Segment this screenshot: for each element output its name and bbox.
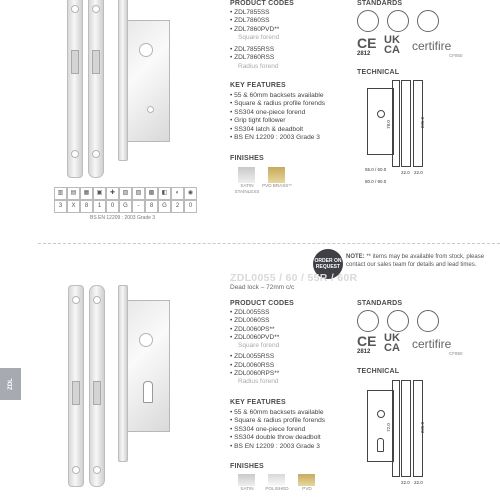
- grade-value: 1: [93, 200, 106, 213]
- dim-label: 55.0 / 60.0: [365, 167, 387, 172]
- product2-codes: • ZDL0055SS • ZDL0060SS • ZDL0060PS** • ZDL0060PVD** Square forend • ZDL0055RSS • ZDL0060RSS • ZDL0060RPS** Radius forend: [230, 309, 280, 386]
- feature-item: • BS EN 12209 : 2003 Grade 3: [230, 443, 325, 451]
- badge-line: REQUEST: [315, 264, 341, 270]
- code-item: ZDL7855SS: [234, 9, 270, 16]
- ukca-line1: UK: [384, 332, 400, 344]
- finish-swatch: [268, 474, 285, 486]
- code-note: Radius forend: [238, 378, 279, 386]
- product2-standards-heading: STANDARDS: [357, 300, 403, 307]
- dim-label: 78.0: [385, 120, 391, 129]
- feature-item: • Square & radius profile forends: [230, 100, 325, 108]
- grade-value: 8: [80, 200, 93, 213]
- grade-value: 3: [54, 200, 67, 213]
- badge-line: ORDER ON: [314, 258, 342, 264]
- finish-satin: [232, 167, 262, 194]
- kitemark-icon: [357, 10, 379, 32]
- grade-value: X: [67, 200, 80, 213]
- forend-radius: [89, 285, 105, 487]
- product1-finishes-heading: FINISHES: [230, 155, 264, 162]
- ce-mark: CE: [357, 35, 377, 51]
- grade-icon-category: ▥: [54, 187, 67, 200]
- grade-icons-row: [54, 187, 197, 200]
- dim-label: 235.0: [420, 421, 426, 434]
- note-label: NOTE:: [346, 254, 365, 260]
- product2-technical-heading: TECHNICAL: [357, 368, 400, 375]
- lock-case: [124, 20, 170, 142]
- code-item: ZDL0060SS: [234, 317, 270, 325]
- feature-item: • SS304 latch & deadbolt: [230, 126, 325, 134]
- code-item: ZDL0060PVD**: [234, 333, 280, 341]
- grade-caption: BS EN 12209 : 2003 Grade 3: [90, 215, 156, 221]
- ce-number: 2812: [357, 51, 371, 57]
- product1-technical-heading: TECHNICAL: [357, 69, 400, 76]
- stock-note: [346, 254, 486, 269]
- ce-mark: CE: [357, 333, 377, 349]
- grade-value: 8: [145, 200, 158, 213]
- product2-features: [230, 409, 325, 451]
- standards-logos: [357, 310, 467, 365]
- code-item: ZDL7860RSS: [234, 54, 275, 62]
- finish-label: PVD BRASS**: [262, 183, 292, 188]
- feature-item: • 55 & 60mm backsets available: [230, 409, 325, 417]
- code-item: ZDL0060PS**: [234, 325, 275, 333]
- dim-label: 235.0: [420, 116, 426, 129]
- kitemark-icon: [417, 310, 439, 332]
- finish-label: SATIN: [240, 486, 254, 491]
- finish-satin: [232, 474, 262, 492]
- code-item: ZDL0060RSS: [234, 361, 275, 369]
- grade-icon-safety: ✚: [106, 187, 119, 200]
- product2-image: [60, 285, 175, 495]
- code-note: Radius forend: [238, 62, 279, 70]
- feature-item: • BS EN 12209 : 2003 Grade 3: [230, 134, 325, 142]
- grade-value: 0: [184, 200, 197, 213]
- code-item: ZDL0060RPS**: [234, 370, 280, 378]
- product2-codes-heading: PRODUCT CODES: [230, 300, 295, 307]
- grade-icon-key: ▩: [145, 187, 158, 200]
- forend-square: [67, 0, 83, 178]
- finish-swatch: [298, 474, 315, 486]
- product2-finishes-heading: FINISHES: [230, 463, 264, 470]
- forend-radius: [88, 0, 104, 178]
- product2-features-heading: KEY FEATURES: [230, 399, 286, 406]
- finish-label: POLISHED: [265, 486, 289, 491]
- kitemark-icon: [387, 310, 409, 332]
- feature-item: • SS304 one-piece forend: [230, 109, 325, 117]
- grade-icon-lock: ◧: [158, 187, 171, 200]
- grade-value: -: [132, 200, 145, 213]
- lock-case: [124, 300, 170, 432]
- grade-icon-durability: ▤: [67, 187, 80, 200]
- note-text: ** items may be available from stock, please contact our sales team for details and lead times.: [346, 254, 485, 268]
- dim-label: 80.0 / 90.0: [365, 179, 387, 184]
- code-note: Square forend: [238, 342, 280, 350]
- dim-label: 22.0: [414, 480, 423, 485]
- sidebar-tab[interactable]: [0, 368, 21, 400]
- finish-label: PVD: [302, 486, 312, 491]
- grade-value: 2: [171, 200, 184, 213]
- kitemark-icon: [357, 310, 379, 332]
- sidebar-tab-label: ZDL: [7, 378, 14, 390]
- product1-features: [230, 92, 325, 142]
- ukca-line1: UK: [384, 34, 400, 46]
- certifire-code: CF850: [449, 53, 463, 58]
- feature-item: • SS304 double throw deadbolt: [230, 434, 325, 442]
- grade-icon-key-type: ◐: [171, 187, 184, 200]
- code-item: ZDL0055RSS: [234, 353, 275, 361]
- forend-square: [68, 285, 84, 487]
- product1-codes: • ZDL7855SS • ZDL7860SS • ZDL7860PVD** Square forend • ZDL7855RSS • ZDL7860RSS Radius forend: [230, 9, 280, 70]
- grade-values-row: [54, 200, 197, 213]
- finish-swatch: [268, 167, 285, 183]
- feature-item: • Grip tight follower: [230, 117, 325, 125]
- ce-number: 2812: [357, 349, 371, 355]
- certifire-logo: certifire: [412, 337, 452, 351]
- section-divider: [38, 243, 500, 244]
- grade-value: G: [119, 200, 132, 213]
- grade-icon-corrosion: ▧: [119, 187, 132, 200]
- certifire-code: CF850: [449, 351, 463, 356]
- product2-title: ZDL0055 / 60 / 55R / 60R: [230, 272, 358, 284]
- ukca-line2: CA: [384, 44, 400, 56]
- technical-drawing-2: [357, 380, 497, 495]
- finish-swatch: [238, 474, 255, 486]
- grade-icon-mass: ▦: [80, 187, 93, 200]
- certifire-logo: certifire: [412, 39, 452, 53]
- standards-logos: [357, 10, 467, 65]
- dim-label: 22.0: [401, 170, 410, 175]
- sidebar: [0, 0, 21, 500]
- product2-subtitle: Dead lock – 72mm c/c: [230, 284, 295, 291]
- code-item: ZDL7855RSS: [234, 46, 275, 54]
- product1-features-heading: KEY FEATURES: [230, 82, 286, 89]
- technical-drawing-1: [357, 80, 497, 190]
- grade-value: 0: [106, 200, 119, 213]
- code-item: ZDL0055SS: [234, 309, 270, 316]
- code-item: ZDL7860SS: [234, 17, 270, 25]
- kitemark-icon: [387, 10, 409, 32]
- code-note: Square forend: [238, 33, 280, 41]
- feature-item: • Square & radius profile forends: [230, 417, 325, 425]
- finish-swatch: [238, 167, 255, 183]
- finish-label: SATIN STAINLESS: [234, 183, 260, 194]
- grade-icon-fire: ▣: [93, 187, 106, 200]
- dim-label: 22.0: [401, 480, 410, 485]
- finish-pvd: [292, 474, 322, 492]
- product1-image: [60, 0, 175, 180]
- kitemark-icon: [417, 10, 439, 32]
- grade-icon-security: ▨: [132, 187, 145, 200]
- feature-item: • 55 & 60mm backsets available: [230, 92, 325, 100]
- feature-item: • SS304 one-piece forend: [230, 426, 325, 434]
- code-item: ZDL7860PVD**: [234, 25, 280, 33]
- product1-standards-heading: STANDARDS: [357, 0, 403, 7]
- product1-codes-heading: PRODUCT CODES: [230, 0, 295, 7]
- dim-label: 72.0: [385, 423, 391, 432]
- finish-pvd: [262, 167, 292, 189]
- dim-label: 22.0: [414, 170, 423, 175]
- ukca-line2: CA: [384, 342, 400, 354]
- finish-polished: [262, 474, 292, 492]
- grade-icon-identify: ◉: [184, 187, 197, 200]
- grade-value: G: [158, 200, 171, 213]
